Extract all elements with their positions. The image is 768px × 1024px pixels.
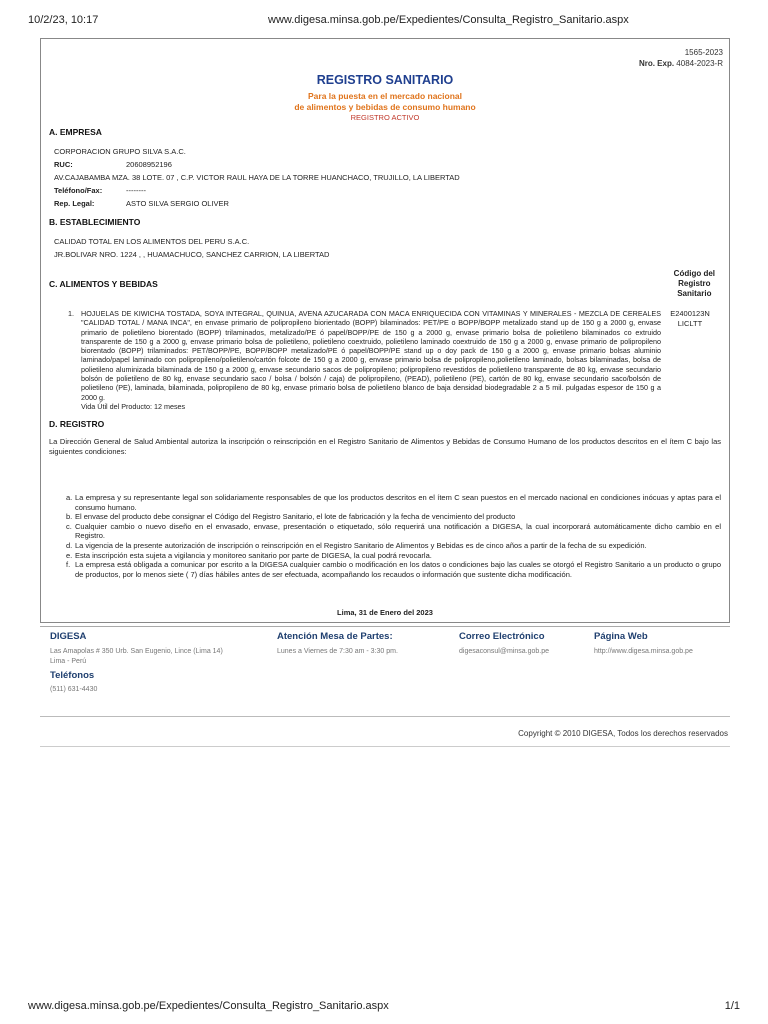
subtitle-line-1: Para la puesta en el mercado nacional <box>307 91 462 101</box>
condition-text: Cualquier cambio o nuevo diseño en el envasado, envase, presentación o etiquetado, sólo requerirá una notificación a DIGESA, la cual incorporará automáticamente dicho cambio en el Registro. <box>75 521 721 541</box>
condition-mark: f. <box>66 560 71 570</box>
page-subtitle <box>41 91 729 113</box>
rep-value: ASTO SILVA SERGIO OLIVER <box>126 199 229 208</box>
establishment-address: JR.BOLIVAR NRO. 1224 , , HUAMACHUCO, SANCHEZ CARRION, LA LIBERTAD <box>54 250 330 259</box>
product-shelf-life: Vida Útil del Producto: 12 meses <box>81 401 186 411</box>
issue-date: Lima, 31 de Enero del 2023 <box>337 608 433 617</box>
condition-text: Esta inscripción esta sujeta a vigilancia y monitoreo sanitario por parte de DIGESA, la cual podrá revocarla. <box>75 550 432 560</box>
status-badge: REGISTRO ACTIVO <box>350 113 420 122</box>
exp-label: Nro. Exp. <box>638 59 675 68</box>
phone-label: Teléfono/Fax: <box>54 186 103 195</box>
company-ruc <box>54 160 172 169</box>
condition-item <box>49 493 721 512</box>
condition-text: La empresa y su representante legal son solidariamente responsables de que los productos descritos en el ítem C sean puestos en el mercado nacional en condiciones inócuas y aptas para el consumo humano. <box>75 493 721 512</box>
footer-phones: (511) 631-4430 <box>50 686 98 693</box>
section-empresa-heading: A. EMPRESA <box>49 127 102 137</box>
print-page-number: 1/1 <box>724 1000 740 1012</box>
copyright: Copyright © 2010 DIGESA, Todos los derechos reservados <box>518 729 728 738</box>
ruc-label: RUC: <box>54 160 73 169</box>
conditions-list <box>49 493 721 579</box>
footer-divider <box>40 626 730 627</box>
ruc-value: 20608952196 <box>126 160 172 169</box>
record-number: 1565-2023 <box>684 48 723 57</box>
print-footer <box>28 1000 740 1012</box>
code-header-line-3: Sanitario <box>677 289 712 298</box>
registry-code <box>659 309 721 329</box>
condition-mark: a. <box>66 493 73 502</box>
product-text: HOJUELAS DE KIWICHA TOSTADA, SOYA INTEGRAL, QUINUA, AVENA AZUCARADA CON MACA ENRIQUECIDA CON VITAMINAS Y MINERALES - MEZCLA DE CEREALES "CALIDAD TOTAL / MANA INCA", en envase primario de polipropileno biorientado (BOPP) bilaminados: PET/PE o BOPP/BOPP metalizado stand up de 150 g a 2000 g, envase primario de polietileno biorentado (BOPP) trilaminados, metalizado/PE ó papel/BOPP/PE de 150 g a 2000 g, envase primario bolsa de polietileno bilaminados co extruido transparente de 150 g a 2000 g, envase primario bolsa de polietileno, polietileno coextruido, polietileno laminado coextruido de 150 g a 2000 g, envase primario de polipropileno biorentado (BOPP) trilaminados: PET/BOPP/PE, BOPP/BOPP metalizado/PE ó papel/BOPP/PE stand up o doy pack de 150 g a 2000 g, envase primario bolsas aluminio laminado/papel laminado con polipropileno/polietileno/cartón folcote de 150 g a 2000 g, envase primario bolsa de polipropileno,polietileno laminado, bolsas bilaminadas, bolsa de polietileno aluminizada bilaminada de 150 g a 2000 g, envase secundario sacos de polipropileno; polipropileno revestidos de polietileno transparente de 80 kg, envase secundario bolsón de polietileno de 80 kg, envase secundario saco / bolsa / bolsón / caja) de polipropileno, (PEAD), polietileno (PE), cartón de 80 kg, envase secundario saco/bolsón de polietileno (PE), laminada, bilaminada, polipropileno de 80 kg, envase primario bolsa de polietileno blanco de baja densidad biodegradable 2 a 5 mil. pulgadas espesor de 150 g a 2000 g. <box>81 309 661 402</box>
footer-phones-title: Teléfonos <box>50 670 95 681</box>
code-header-line-2: Registro <box>678 279 711 288</box>
condition-text: El envase del producto debe consignar el Código del Registro Sanitario, el lote de fabricación y la fecha de vencimiento del producto <box>75 512 516 522</box>
page-title: REGISTRO SANITARIO <box>316 73 454 87</box>
condition-item <box>49 512 721 522</box>
print-footer-url: www.digesa.minsa.gob.pe/Expedientes/Consulta_Registro_Sanitario.aspx <box>28 1000 389 1012</box>
registry-code-line-2: LICLTT <box>677 319 703 328</box>
footer-web-link[interactable]: http://www.digesa.minsa.gob.pe <box>594 648 693 655</box>
condition-text: La vigencia de la presente autorización de inscripción o reinscripción en el Registro Sanitario de Alimentos y Bebidas es de cinco años a partir de la fecha de su expedición. <box>75 540 647 550</box>
registro-intro: La Dirección General de Salud Ambiental autoriza la inscripción o reinscripción en el Registro Sanitario de Alimentos y Bebidas de Consumo Humano de los productos descritos en el ítem C bajo las siguientes condiciones: <box>49 437 721 456</box>
copyright-divider-bottom <box>40 746 730 747</box>
condition-mark: b. <box>66 512 73 522</box>
registry-code-line-1: E2400123N <box>670 309 710 318</box>
copyright-divider-top <box>40 716 730 717</box>
exp-number: 4084-2023-R <box>676 59 723 68</box>
rep-label: Rep. Legal: <box>54 199 95 208</box>
footer-correo-title: Correo Electrónico <box>459 631 545 642</box>
subtitle-line-2: de alimentos y bebidas de consumo humano <box>294 102 476 112</box>
footer-address-line-2: Lima - Perú <box>50 658 87 665</box>
condition-mark: c. <box>66 521 72 531</box>
product-number: 1. <box>68 309 74 318</box>
condition-item <box>49 551 721 561</box>
company-name: CORPORACION GRUPO SILVA S.A.C. <box>54 147 186 156</box>
code-header-line-1: Código del <box>673 269 715 278</box>
code-column-header <box>674 269 715 299</box>
condition-item <box>49 522 721 541</box>
record-numbers <box>639 47 723 69</box>
condition-mark: d. <box>66 540 73 550</box>
product-description <box>81 309 661 411</box>
establishment-name: CALIDAD TOTAL EN LOS ALIMENTOS DEL PERU S.A.C. <box>54 237 250 246</box>
footer-email-link[interactable]: digesaconsul@minsa.gob.pe <box>459 648 549 655</box>
company-phone <box>54 186 146 195</box>
footer-web-title: Página Web <box>594 631 648 642</box>
print-url: www.digesa.minsa.gob.pe/Expedientes/Consulta_Registro_Sanitario.aspx <box>268 14 629 26</box>
footer-digesa-address <box>50 647 223 667</box>
condition-mark: e. <box>66 550 73 560</box>
condition-item <box>49 541 721 551</box>
phone-value: -------- <box>126 186 146 195</box>
section-establecimiento-heading: B. ESTABLECIMIENTO <box>49 217 141 227</box>
footer-atencion-title: Atención Mesa de Partes: <box>277 631 393 642</box>
print-datetime: 10/2/23, 10:17 <box>28 14 99 26</box>
condition-item <box>49 560 721 579</box>
footer-digesa-title: DIGESA <box>50 631 87 642</box>
section-registro-heading: D. REGISTRO <box>49 419 105 429</box>
certificate-frame <box>40 38 730 623</box>
section-alimentos-heading: C. ALIMENTOS Y BEBIDAS <box>49 279 158 289</box>
company-address: AV.CAJABAMBA MZA. 38 LOTE. 07 , C.P. VICTOR RAUL HAYA DE LA TORRE HUANCHACO, TRUJILLO, LA LIBERTAD <box>54 173 460 182</box>
company-rep <box>54 199 229 208</box>
footer-atencion-hours: Lunes a Viernes de 7:30 am - 3:30 pm. <box>277 648 398 655</box>
condition-text: La empresa está obligada a comunicar por escrito a la DIGESA cualquier cambio o modificación en los datos o condiciones bajo las cuales se otorgó el Registro Sanitario a un producto o grupo de productos, por lo menos siete ( 7) días hábiles antes de ser efectuada, acompañando los recaudos o información que sustente dicha modificación. <box>75 560 721 579</box>
footer-address-line-1: Las Amapolas # 350 Urb. San Eugenio, Lince (Lima 14) <box>50 648 223 655</box>
